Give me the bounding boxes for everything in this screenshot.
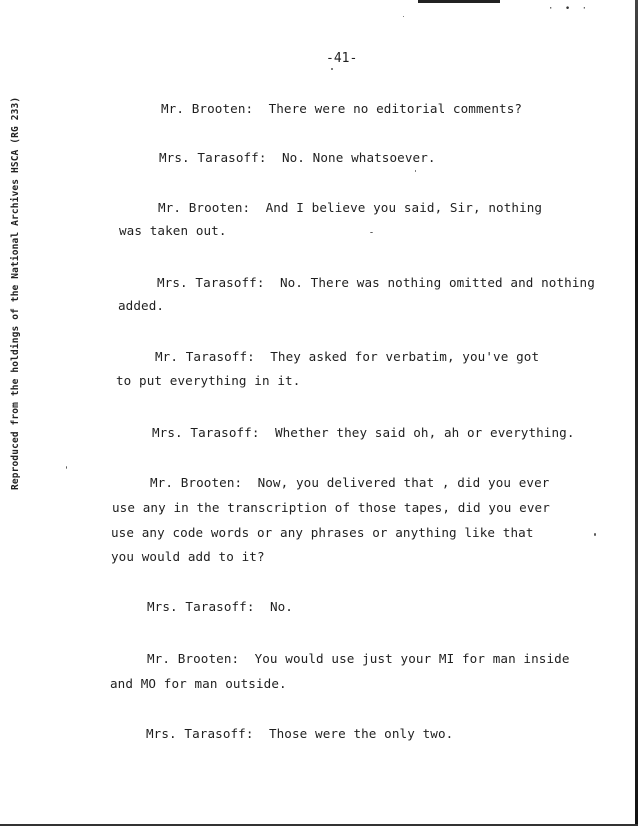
speaker-label: Mrs. Tarasoff: [146,726,254,741]
transcript-line [158,200,542,215]
dialogue-text: Those were the only two. [268,726,454,741]
transcript-line [155,349,539,364]
scan-speck [370,232,373,233]
scan-speck [415,170,416,172]
dialogue-text: There were no editorial comments? [268,101,523,116]
transcript-line [161,101,522,116]
transcript-line [116,373,300,388]
speaker-label: Mrs. Tarasoff: [157,275,265,290]
transcript-line [119,223,227,238]
transcript-line [112,500,550,515]
page-number: -41- [326,51,358,66]
dialogue-text: They asked for verbatim, you've got [270,349,540,364]
dialogue-text: And I believe you said, Sir, nothing [265,200,543,215]
scan-speck [66,466,67,469]
dialogue-text: you would add to it? [111,549,265,564]
transcript-line [159,150,436,165]
archive-margin-stamp: Reproduced from the holdings of the National Archives HSCA (RG 233) [10,96,21,490]
dialogue-text: to put everything in it. [116,373,301,388]
transcript-line [146,726,453,741]
speaker-label: Mr. Brooten: [158,200,251,215]
scan-speck [594,533,596,536]
dialogue-text: No. [269,599,293,614]
speaker-label: Mr. Tarasoff: [155,349,255,364]
speaker-label: Mr. Brooten: [161,101,254,116]
transcript-line [111,549,265,564]
speaker-label: Mrs. Tarasoff: [159,150,267,165]
scan-artifact-top [418,0,500,3]
scan-speck [331,68,333,70]
transcript-line [147,651,570,666]
speaker-label: Mr. Brooten: [150,475,243,490]
transcript-line [157,275,595,290]
dialogue-text: No. None whatsoever. [281,150,436,165]
speaker-label: Mrs. Tarasoff: [152,425,260,440]
dialogue-text: Whether they said oh, ah or everything. [274,425,575,440]
transcript-line [111,525,534,540]
transcript-line [152,425,575,440]
dialogue-text: and MO for man outside. [110,676,287,691]
speaker-label: Mr. Brooten: [147,651,240,666]
dialogue-text: Now, you delivered that , did you ever [257,475,550,490]
dialogue-text: use any code words or any phrases or anything like that [111,525,534,540]
dialogue-text: added. [118,298,165,313]
transcript-line [150,475,549,490]
transcript-line [118,298,164,313]
scan-speck [403,16,404,17]
transcript-line [147,599,293,614]
speaker-label: Mrs. Tarasoff: [147,599,255,614]
dialogue-text: was taken out. [119,223,227,238]
dialogue-text: No. There was nothing omitted and nothing [279,275,595,290]
dialogue-text: use any in the transcription of those tapes, did you ever [112,500,550,515]
transcript-line [110,676,287,691]
scan-artifact-dots: · • · [548,4,591,14]
dialogue-text: You would use just your MI for man inside [254,651,570,666]
